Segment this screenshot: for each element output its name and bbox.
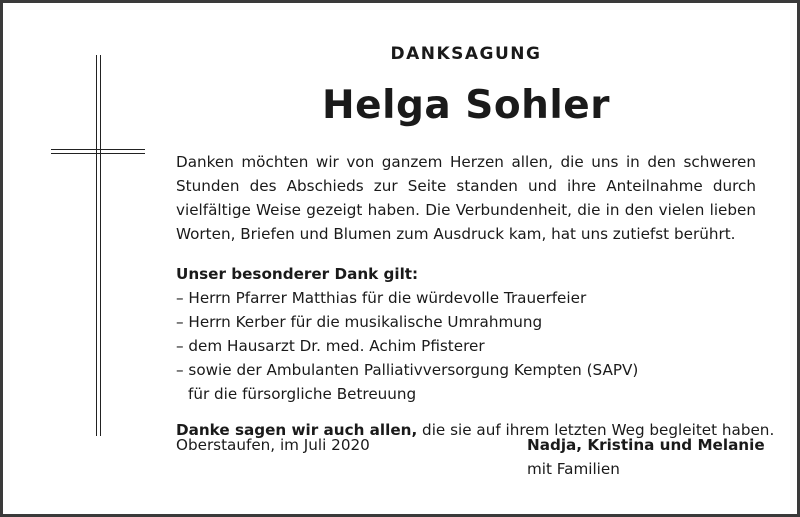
notice-kicker: DANKSAGUNG bbox=[390, 44, 542, 64]
closing-rest: die sie auf ihrem letzten Weg begleitet haben. bbox=[417, 421, 775, 439]
intro-line: Worten, Briefen und Blumen zum Ausdruck kam, hat uns zutiefst berührt. bbox=[176, 225, 736, 243]
signers: Nadja, Kristina und Melanie bbox=[527, 436, 765, 454]
intro-line: Danken möchten wir von ganzem Herzen allen, die uns in den schweren bbox=[176, 153, 756, 171]
intro-line: vielfältige Weise gezeigt haben. Die Verbundenheit, die in den vielen lieben bbox=[176, 201, 756, 219]
closing-bold: Danke sagen wir auch allen, bbox=[176, 421, 418, 439]
thanks-heading: Unser besonderer Dank gilt: bbox=[176, 265, 419, 283]
intro-line: Stunden des Abschieds zur Seite standen und ihre Anteilnahme durch bbox=[176, 177, 756, 195]
list-item: – sowie der Ambulanten Palliativversorgung Kempten (SAPV) bbox=[176, 361, 639, 379]
signature-block bbox=[527, 433, 765, 481]
list-item: – dem Hausarzt Dr. med. Achim Pfisterer bbox=[176, 337, 485, 355]
signers-suffix: mit Familien bbox=[527, 460, 620, 478]
list-item: – Herrn Kerber für die musikalische Umrahmung bbox=[176, 313, 543, 331]
cross-icon bbox=[96, 55, 101, 436]
thanks-list bbox=[176, 286, 756, 406]
deceased-name: Helga Sohler bbox=[322, 83, 610, 128]
intro-paragraph bbox=[176, 150, 756, 246]
notice-body bbox=[176, 150, 775, 442]
list-item: – Herrn Pfarrer Matthias für die würdevolle Trauerfeier bbox=[176, 289, 587, 307]
place-date: Oberstaufen, im Juli 2020 bbox=[176, 436, 370, 454]
cross-icon-bar bbox=[51, 149, 145, 154]
list-item: für die fürsorgliche Betreuung bbox=[188, 385, 417, 403]
